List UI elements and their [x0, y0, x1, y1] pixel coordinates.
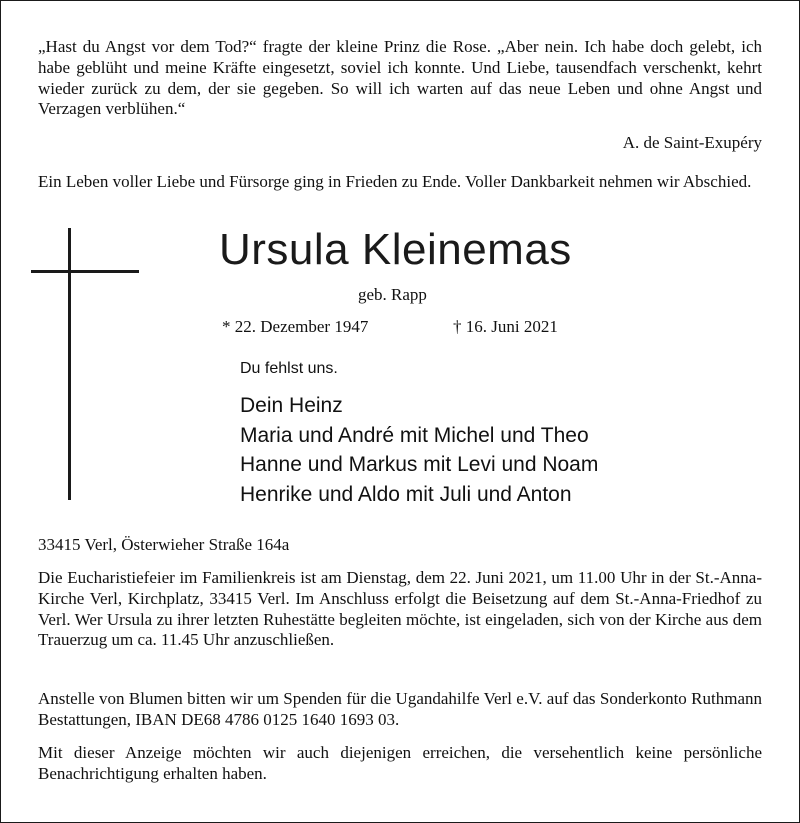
quote-text: „Hast du Angst vor dem Tod?“ fragte der kleine Prinz die Rose. „Aber nein. Ich habe doch gelebt, ich habe geblüht und meine Kräfte eingesetzt, soviel ich konnte. Und Liebe, tausendfach verschenkt, kehrt wieder zurück zu dem, der sie gegeben. So will ich warten auf das neue Leben und ohne Angst und Verzagen verblühen.“: [38, 37, 762, 119]
address: 33415 Verl, Österwieher Straße 164a: [38, 535, 290, 554]
quote-author: A. de Saint-Exupéry: [622, 133, 762, 152]
intro-text: Ein Leben voller Liebe und Fürsorge ging in Frieden zu Ende. Voller Dankbarkeit nehmen wir Abschied.: [38, 172, 752, 191]
donation-text: Anstelle von Blumen bitten wir um Spenden für die Ugandahilfe Verl e.V. auf das Sonderkonto Ruthmann Bestattungen, IBAN DE68 4786 0125 1640 1693 03.: [38, 689, 762, 729]
birth-name: geb. Rapp: [358, 285, 427, 304]
mourners-list: [240, 391, 598, 509]
mourner-line: Henrike und Aldo mit Juli und Anton: [240, 482, 572, 506]
service-text: Die Eucharistiefeier im Familienkreis ist am Dienstag, dem 22. Juni 2021, um 11.00 Uhr in der St.-Anna-Kirche Verl, Kirchplatz, 33415 Verl. Im Anschluss erfolgt die Beisetzung auf dem St.-Anna-Friedhof zu Verl. Wer Ursula zu ihrer letzten Ruhestätte begleiten möchte, ist eingeladen, sich von der Kirche aus dem Trauerzug um ca. 11.45 Uhr anzuschließen.: [38, 568, 762, 650]
deceased-name: Ursula Kleinemas: [219, 225, 572, 274]
cross-icon-bar: [31, 270, 139, 273]
cross-icon: [68, 228, 71, 500]
death-date: † 16. Juni 2021: [453, 317, 558, 336]
mourner-line: Hanne und Markus mit Levi und Noam: [240, 453, 599, 476]
birth-date: * 22. Dezember 1947: [222, 317, 369, 336]
mourner-line: Dein Heinz: [240, 394, 343, 417]
mourner-line: Maria und André mit Michel und Theo: [240, 423, 589, 447]
notice-text: Mit dieser Anzeige möchten wir auch diejenigen erreichen, die versehentlich keine persönliche Benachrichtigung erhalten haben.: [38, 743, 762, 783]
mourners-intro: Du fehlst uns.: [240, 360, 338, 377]
